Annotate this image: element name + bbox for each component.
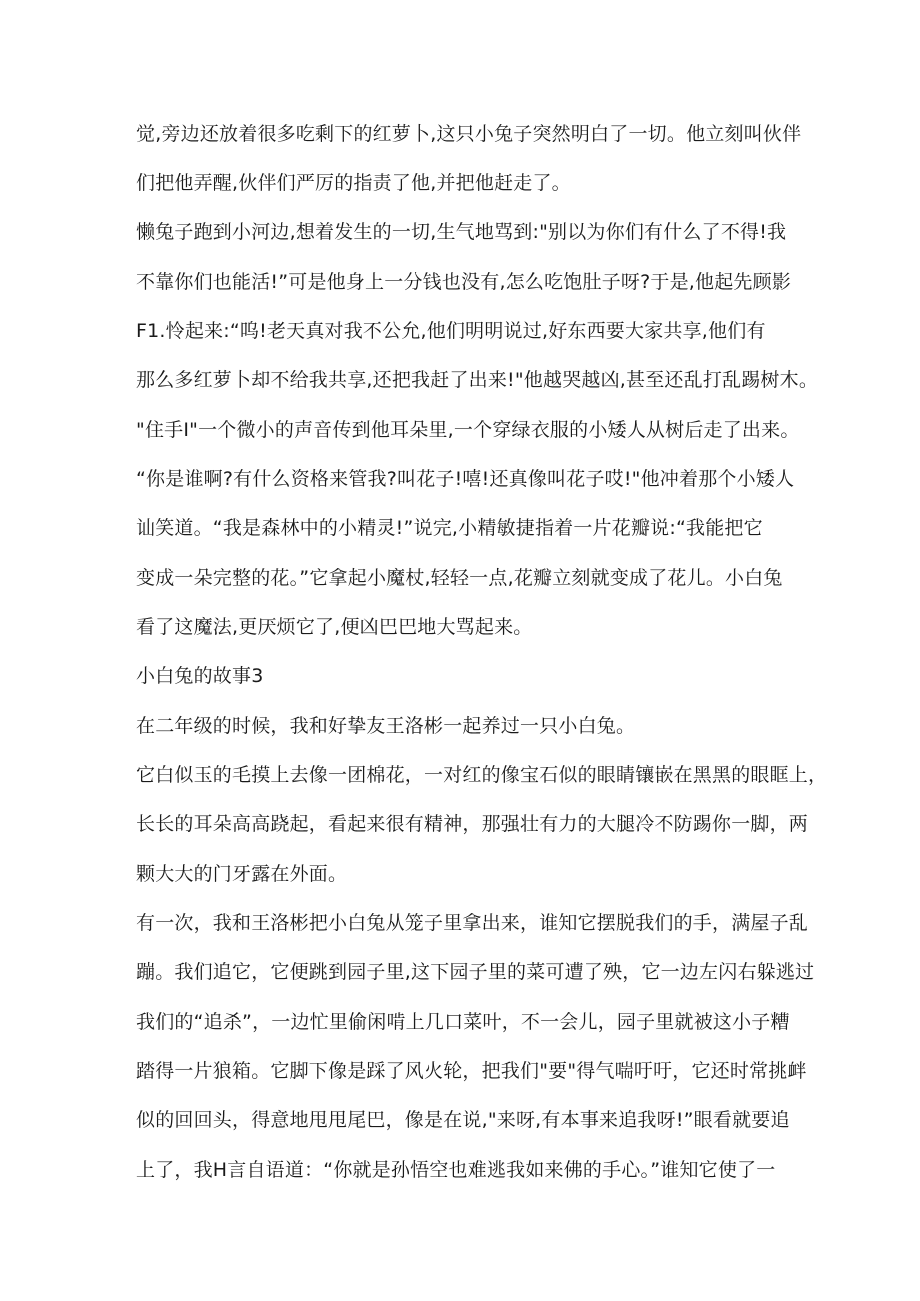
text-line: 在二年级的时候，我和好挚友王洛彬一起养过一只小白兔。 — [136, 715, 636, 737]
text-line: 蹦。我们追它，它便跳到园子里,这下园子里的菜可遭了殃，它一边左闪右躲逃过 — [136, 961, 815, 983]
text-line: "住手I"一个微小的声音传到他耳朵里,一个穿绿衣服的小矮人从树后走了出来。 — [136, 419, 800, 441]
text-line: 长长的耳朵高高跷起，看起来很有精神，那强壮有力的大腿冷不防踢你一脚，两 — [136, 813, 809, 835]
text-line: 懒兔子跑到小河边,想着发生的一切,生气地骂到:"别以为你们有什么了不得!我 — [136, 221, 787, 243]
text-line: 变成一朵完整的花。”它拿起小魔杖,轻轻一点,花瓣立刻就变成了花儿。小白兔 — [136, 567, 783, 589]
text-line: 似的回回头，得意地甩甩尾巴，像是在说,"来呀,有本事来追我呀!”眼看就要追 — [136, 1109, 790, 1131]
section-heading: 小白兔的故事3 — [136, 665, 264, 687]
text-line: 不靠你们也能活!”可是他身上一分钱也没有,怎么吃饱肚子呀?于是,他起先顾影 — [136, 271, 792, 293]
text-line: 它白似玉的毛摸上去像一团棉花，一对红的像宝石似的眼睛镶嵌在黑黑的眼眶上， — [136, 764, 828, 786]
text-line: 颗大大的门牙露在外面。 — [136, 863, 348, 885]
text-line: 觉,旁边还放着很多吃剩下的红萝卜,这只小兔子突然明白了一切。他立刻叫伙伴 — [136, 123, 802, 145]
text-line: 看了这魔法,更厌烦它了,便凶巴巴地大骂起来。 — [136, 616, 533, 638]
text-line: 们把他弄醒,伙伴们严厉的指责了他,并把他赶走了。 — [136, 172, 571, 194]
text-line: 讪笑道。“我是森林中的小精灵!”说完,小精敏捷指着一片花瓣说:“我能把它 — [136, 517, 763, 539]
text-line: 有一次，我和王洛彬把小白兔从笼子里拿出来，谁知它摆脱我们的手，满屋子乱 — [136, 912, 809, 934]
text-line: 踏得一片狼箱。它脚下像是踩了风火轮，把我们"要"得气喘吁吁，它还时常挑衅 — [136, 1060, 807, 1082]
text-line: 上了，我H言自语道：“你就是孙悟空也难逃我如来佛的手心。”谁知它使了一 — [136, 1159, 776, 1181]
text-line: F1.怜起来:“呜!老天真对我不公允,他们明明说过,好东西要大家共享,他们有 — [136, 320, 766, 342]
text-line: 那么多红萝卜却不给我共享,还把我赶了出来!"他越哭越凶,甚至还乱打乱踢树木。 — [136, 369, 819, 391]
text-line: “你是谁啊?有什么资格来管我?叫花子!嘻!还真像叫花子哎!"他冲着那个小矮人 — [136, 468, 795, 490]
text-line: 我们的“追杀”，一边忙里偷闲啃上几口菜叶，不一会儿，园子里就被这小子糟 — [136, 1011, 790, 1033]
